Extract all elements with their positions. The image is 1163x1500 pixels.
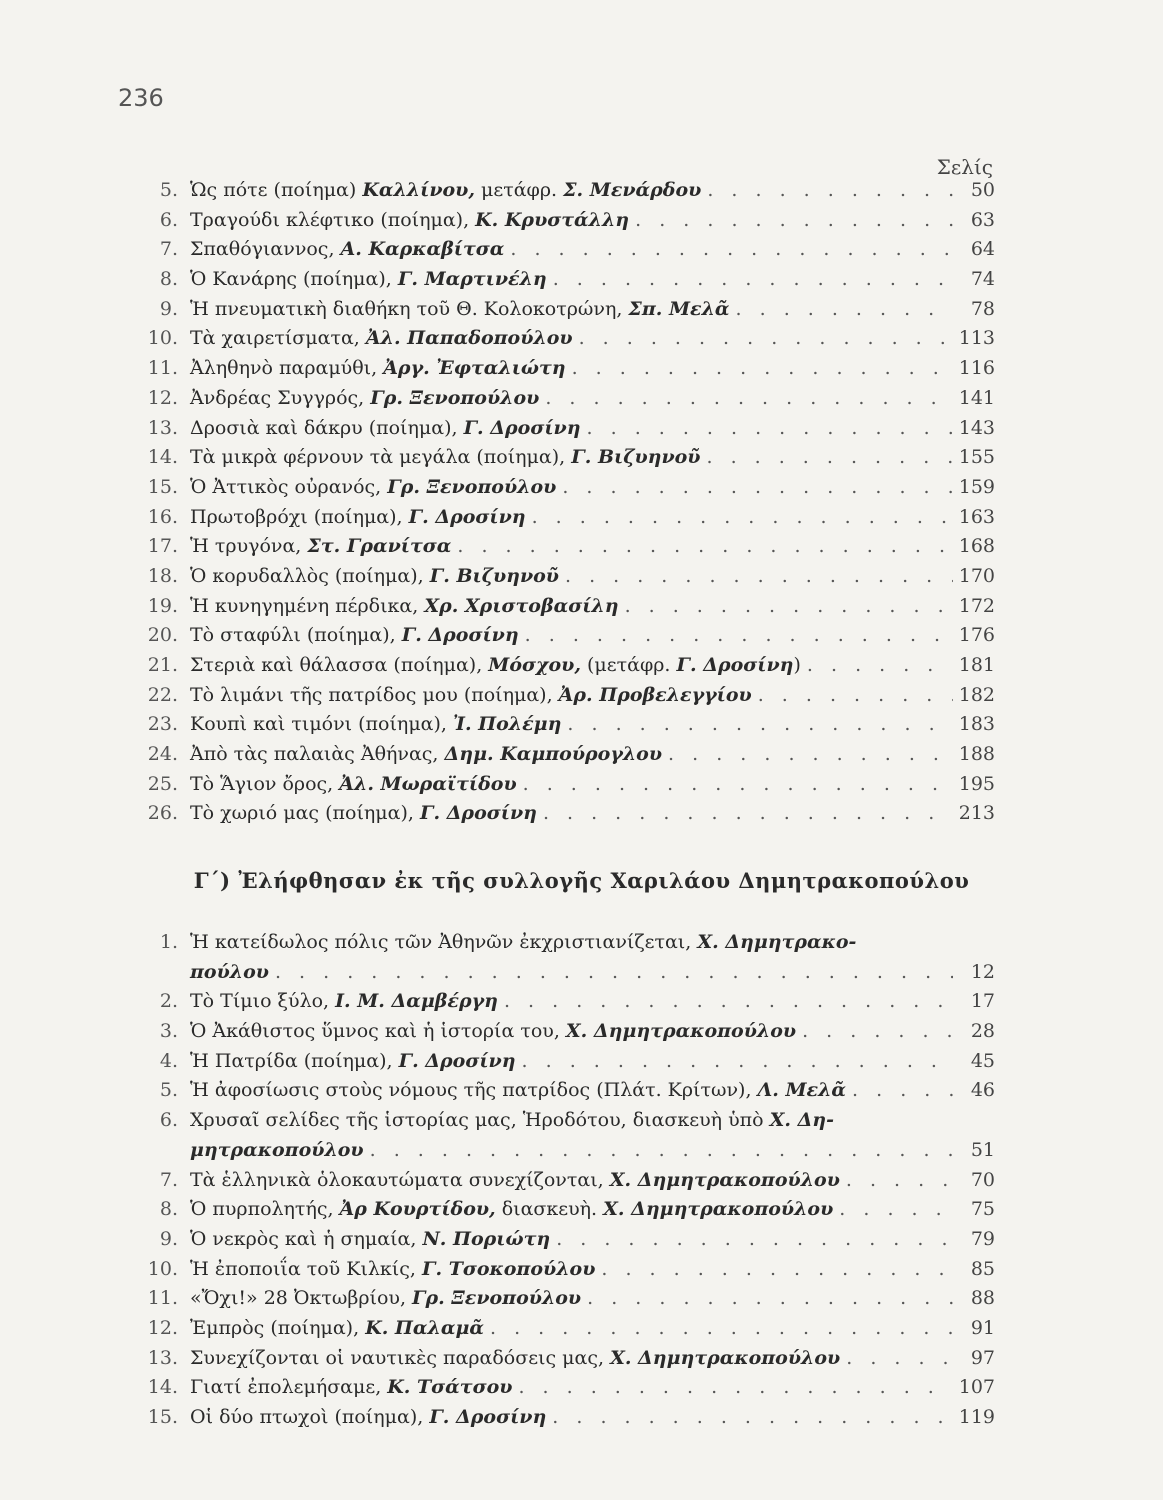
entry-text: Ὁ Κανάρης (ποίημα), <box>190 268 398 291</box>
entry-author: Ι. Μ. Δαμβέργη <box>335 990 498 1013</box>
entry-author: Γρ. Ξενοπούλου <box>387 475 557 498</box>
entry-number: 10. <box>147 1257 178 1280</box>
entry-text: Ὁ κορυδαλλὸς (ποίημα), <box>190 564 430 587</box>
entry-page: 181 <box>958 654 995 676</box>
entry-page: 116 <box>958 357 995 380</box>
entry-number: 15. <box>147 1406 178 1428</box>
page-number: 236 <box>118 84 164 112</box>
entry-author: Καλλίνου, <box>362 179 475 201</box>
toc-entry <box>130 1403 995 1433</box>
dot-leader <box>629 206 953 236</box>
entry-text: Ὁ Ἀττικὸς οὐρανός, <box>190 475 388 498</box>
dot-leader <box>451 532 953 562</box>
entry-author: Γ. Τσοκοπούλου <box>421 1257 596 1280</box>
dot-leader <box>364 1136 953 1166</box>
entry-author: Σπ. Μελᾶ <box>628 297 730 320</box>
dot-leader <box>840 1166 953 1196</box>
entry-page: 78 <box>970 297 995 320</box>
entry-page: 172 <box>958 594 995 617</box>
dot-leader <box>504 235 953 265</box>
dot-leader <box>833 1195 953 1225</box>
entry-title <box>190 1284 581 1314</box>
entry-author: Γ. Βιζυηνοῦ <box>429 564 559 587</box>
entry-text: Πρωτοβρόχι (ποίημα), <box>190 505 409 528</box>
toc-entry <box>130 295 995 325</box>
entry-page: 46 <box>970 1079 995 1102</box>
entry-author: Γ. Βιζυηνοῦ <box>571 446 701 469</box>
entry-title <box>190 770 517 800</box>
dot-leader <box>573 324 953 354</box>
entry-page: 183 <box>958 713 995 736</box>
entry-text: Ἐμπρὸς (ποίημα), <box>190 1316 366 1339</box>
dot-leader <box>484 1314 953 1344</box>
entry-page: 17 <box>970 990 995 1013</box>
entry-number: 23. <box>147 713 178 736</box>
entry-page: 12 <box>970 960 995 983</box>
entry-number: 8. <box>159 268 178 291</box>
column-header: Σελίς <box>936 155 993 179</box>
entry-author: Μόσχου, <box>488 654 581 676</box>
entry-page: 91 <box>970 1316 995 1339</box>
entry-title <box>190 384 539 414</box>
entry-number: 11. <box>147 1287 178 1310</box>
entry-author: Ἀρ Κουρτίδου, <box>339 1198 496 1221</box>
toc-entry-continuation <box>130 1136 995 1166</box>
entry-number: 7. <box>159 1168 178 1191</box>
entry-text: Δροσιὰ καὶ δάκρυ (ποίημα), <box>190 416 464 439</box>
toc-entry <box>130 532 995 562</box>
entry-text: Κουπὶ καὶ τιμόνι (ποίημα), <box>190 713 453 736</box>
toc-entry <box>130 592 995 622</box>
section-title: Γ΄) Ἐλήφθησαν ἐκ τῆς συλλογῆς Χαριλάου Δημητρακοπούλου <box>193 868 970 893</box>
entry-page: 79 <box>970 1227 995 1250</box>
entry-text: Χρυσαῖ σελίδες τῆς ἱστορίας μας, Ἡροδότου, διασκευὴ ὑπὸ <box>190 1109 770 1132</box>
toc-entry <box>130 265 995 295</box>
entry-number: 15. <box>147 475 178 498</box>
toc-entry <box>130 1225 995 1255</box>
entry-number: 14. <box>147 1376 178 1399</box>
entry-number: 22. <box>147 683 178 706</box>
entry-title <box>190 987 498 1017</box>
toc-entry <box>130 1284 995 1314</box>
entry-author: Κ. Παλαμᾶ <box>365 1316 484 1339</box>
dot-leader <box>539 384 953 414</box>
entry-title <box>190 532 451 562</box>
entry-page: 170 <box>958 564 995 587</box>
entry-author: Γ. Δροσίνη <box>463 416 581 439</box>
entry-text: Γιατί ἐπολεμήσαμε, <box>190 1376 388 1399</box>
toc-entry <box>130 651 995 681</box>
entry-title <box>190 681 752 711</box>
entry-author: Κ. Κρυστάλλη <box>475 208 630 231</box>
entry-author: Ἰ. Πολέμη <box>453 713 562 736</box>
entry-number: 24. <box>147 743 178 766</box>
entry-text: Ἡ πνευματικὴ διαθήκη τοῦ Θ. Κολοκοτρώνη, <box>190 297 629 320</box>
entry-page: 159 <box>958 475 995 498</box>
entry-text: Σπαθόγιαννος, <box>190 238 341 261</box>
entry-title <box>190 1344 840 1374</box>
toc-entry <box>130 1047 995 1077</box>
toc-entry <box>130 1195 995 1225</box>
entry-number: 6. <box>159 208 178 231</box>
entry-title <box>190 324 573 354</box>
entry-title <box>190 710 561 740</box>
entry-page: 88 <box>970 1287 995 1310</box>
entry-text: Τὸ Τίμιο ξύλο, <box>190 990 336 1013</box>
dot-leader <box>537 799 953 829</box>
entry-author: Γ. Δροσίνη <box>419 802 537 825</box>
entry-page: 168 <box>958 535 995 558</box>
entry-number: 5. <box>159 179 178 201</box>
toc-list-c <box>130 928 995 1433</box>
dot-leader <box>512 1373 953 1403</box>
entry-title <box>190 621 519 651</box>
entry-number: 17. <box>147 535 178 558</box>
entry-title <box>190 651 801 681</box>
entry-page: 182 <box>958 683 995 706</box>
entry-number: 16. <box>147 505 178 528</box>
toc-entry <box>130 206 995 236</box>
entry-title <box>190 1314 484 1344</box>
entry-author: Α. Καρκαβίτσα <box>340 238 505 261</box>
entry-author: Χ. Δη- <box>769 1109 835 1132</box>
dot-leader <box>517 770 953 800</box>
entry-text: Ἡ Πατρίδα (ποίημα), <box>190 1049 399 1072</box>
entry-title <box>190 1195 833 1225</box>
entry-page: 119 <box>958 1406 995 1428</box>
toc-entry <box>130 799 995 829</box>
entry-number: 10. <box>147 327 178 350</box>
toc-entry <box>130 1017 995 1047</box>
entry-page: 195 <box>958 772 995 795</box>
dot-leader <box>730 295 953 325</box>
dot-leader <box>519 621 953 651</box>
dot-leader <box>561 710 953 740</box>
toc-entry <box>130 1373 995 1403</box>
toc-entry <box>130 1076 995 1106</box>
entry-number: 12. <box>147 1316 178 1339</box>
entry-author: Χρ. Χριστοβασίλη <box>424 594 619 617</box>
entry-text: Ἀπὸ τὰς παλαιὰς Ἀθήνας, <box>190 743 445 766</box>
entry-number: 11. <box>147 357 178 380</box>
dot-leader <box>566 354 953 384</box>
dot-leader <box>581 1284 953 1314</box>
entry-title <box>190 1047 516 1077</box>
entry-author: Ν. Ποριώτη <box>422 1227 551 1250</box>
entry-number: 9. <box>159 1227 178 1250</box>
entry-number: 3. <box>159 1020 178 1043</box>
dot-leader <box>269 958 953 988</box>
entry-title <box>190 265 547 295</box>
dot-leader <box>840 1344 953 1374</box>
entry-title <box>190 443 700 473</box>
entry-text-end: ) <box>793 654 801 676</box>
entry-number: 7. <box>159 238 178 261</box>
entry-text: Τὸ σταφύλι (ποίημα), <box>190 624 402 647</box>
entry-author: Γ. Μαρτινέλη <box>397 268 547 291</box>
entry-number: 19. <box>147 594 178 617</box>
entry-text: «Ὄχι!» 28 Ὀκτωβρίου, <box>190 1287 413 1310</box>
entry-number: 26. <box>147 802 178 825</box>
entry-author: Χ. Δημητρακο- <box>697 931 857 953</box>
entry-author: Κ. Τσάτσου <box>387 1376 513 1399</box>
entry-author-cont: μητρακοπούλου <box>190 1138 364 1161</box>
entry-page: 107 <box>958 1376 995 1399</box>
entry-text: Συνεχίζονται οἱ ναυτικὲς παραδόσεις μας, <box>190 1346 611 1369</box>
toc-entry <box>130 235 995 265</box>
entry-author-2: Χ. Δημητρακοπούλου <box>603 1198 834 1221</box>
entry-page: 113 <box>958 327 995 350</box>
toc-entry <box>130 503 995 533</box>
entry-title <box>190 1106 834 1136</box>
dot-leader <box>595 1255 953 1285</box>
entry-title <box>190 1373 512 1403</box>
dot-leader <box>547 265 953 295</box>
entry-number: 4. <box>159 1049 178 1072</box>
dot-leader <box>701 176 953 206</box>
entry-author: Δημ. Καμπούρογλου <box>444 743 663 766</box>
entry-page: 75 <box>970 1198 995 1221</box>
entry-author: Στ. Γρανίτσα <box>307 535 452 558</box>
entry-title <box>190 206 629 236</box>
entry-author: Γ. Δροσίνη <box>429 1406 547 1428</box>
entry-number: 6. <box>159 1109 178 1132</box>
entry-author: Γρ. Ξενοπούλου <box>412 1287 582 1310</box>
toc-entry <box>130 710 995 740</box>
entry-text: Ὁ πυρπολητής, <box>190 1198 340 1221</box>
dot-leader <box>662 740 953 770</box>
entry-author: Χ. Δημητρακοπούλου <box>565 1020 797 1043</box>
toc-entry-continuation <box>130 958 995 988</box>
entry-title <box>190 176 701 206</box>
dot-leader <box>801 651 953 681</box>
entry-text: Ἡ ἐποποιΐα τοῦ Κιλκίς, <box>190 1257 422 1280</box>
dot-leader <box>581 414 953 444</box>
entry-text-after: μετάφρ. <box>474 179 564 201</box>
toc-list-b <box>130 176 995 829</box>
entry-page: 50 <box>970 179 995 201</box>
dot-leader <box>526 503 953 533</box>
toc-entry <box>130 473 995 503</box>
entry-author: Χ. Δημητρακοπούλου <box>610 1346 841 1369</box>
entry-number: 2. <box>159 990 178 1013</box>
entry-number: 21. <box>147 654 178 676</box>
entry-title <box>190 503 526 533</box>
dot-leader <box>846 1076 953 1106</box>
entry-title <box>190 1017 796 1047</box>
dot-leader <box>498 987 953 1017</box>
entry-text: Ἡ τρυγόνα, <box>190 535 308 558</box>
entry-title <box>190 562 559 592</box>
dot-leader <box>516 1047 953 1077</box>
entry-page: 143 <box>958 416 995 439</box>
entry-title <box>190 928 856 958</box>
toc-entry <box>130 1314 995 1344</box>
entry-page: 176 <box>958 624 995 647</box>
toc-entry <box>130 324 995 354</box>
entry-title <box>190 354 566 384</box>
entry-text: Οἱ δύο πτωχοὶ (ποίημα), <box>190 1406 430 1428</box>
dot-leader <box>556 473 953 503</box>
entry-title <box>190 1076 846 1106</box>
entry-page: 213 <box>958 802 995 825</box>
entry-number: 13. <box>147 1346 178 1369</box>
dot-leader <box>752 681 953 711</box>
entry-page: 188 <box>958 743 995 766</box>
entry-text: Τραγούδι κλέφτικο (ποίημα), <box>190 208 476 231</box>
entry-text-after: (μετάφρ. <box>580 654 677 676</box>
entry-title <box>190 799 537 829</box>
entry-text: Τὰ μικρὰ φέρνουν τὰ μεγάλα (ποίημα), <box>190 446 572 469</box>
entry-author: Ἀργ. Ἐφταλιώτη <box>383 357 566 380</box>
entry-number: 9. <box>159 297 178 320</box>
entry-number: 8. <box>159 1198 178 1221</box>
toc-entry <box>130 443 995 473</box>
dot-leader <box>700 443 953 473</box>
entry-text: Ἀνδρέας Συγγρός, <box>190 386 371 409</box>
toc-entry <box>130 1106 995 1136</box>
entry-text: Ἡ ἀφοσίωσις στοὺς νόμους τῆς πατρίδος (Πλάτ. Κρίτων), <box>190 1079 758 1102</box>
entry-text: Ἀληθηνὸ παραμύθι, <box>190 357 384 380</box>
entry-number: 12. <box>147 386 178 409</box>
entry-page: 97 <box>970 1346 995 1369</box>
entry-title <box>190 235 504 265</box>
toc-entry <box>130 740 995 770</box>
entry-text: Ὁ νεκρὸς καὶ ἡ σημαία, <box>190 1227 423 1250</box>
entry-page: 70 <box>970 1168 995 1191</box>
entry-number: 18. <box>147 564 178 587</box>
entry-title <box>190 592 619 622</box>
toc-entry <box>130 770 995 800</box>
entry-text: Τὸ Ἅγιον ὄρος, <box>190 772 340 795</box>
entry-author: Ἀλ. Παπαδοπούλου <box>365 327 573 350</box>
dot-leader <box>619 592 953 622</box>
toc-entry <box>130 681 995 711</box>
entry-author: Χ. Δημητρακοπούλου <box>609 1168 840 1191</box>
entry-title <box>190 295 730 325</box>
toc-entry <box>130 354 995 384</box>
entry-title <box>190 1225 550 1255</box>
entry-text: Τὰ ἑλληνικὰ ὁλοκαυτώματα συνεχίζονται, <box>190 1168 610 1191</box>
entry-number: 14. <box>147 446 178 469</box>
entry-text: Ἡ κατείδωλος πόλις τῶν Ἀθηνῶν ἐκχριστιανίζεται, <box>190 931 698 953</box>
entry-text-after: διασκευὴ. <box>495 1198 604 1221</box>
entry-page: 28 <box>970 1020 995 1043</box>
entry-title <box>190 1403 546 1433</box>
entry-text: Ἡ κυνηγημένη πέρδικα, <box>190 594 425 617</box>
entry-author: Γ. Δροσίνη <box>408 505 526 528</box>
entry-text: Ὡς πότε (ποίημα) <box>190 179 363 201</box>
dot-leader <box>546 1403 953 1433</box>
entry-text: Στεριὰ καὶ θάλασσα (ποίημα), <box>190 654 489 676</box>
toc-entry <box>130 621 995 651</box>
toc-entry <box>130 1166 995 1196</box>
entry-author: Γ. Δροσίνη <box>398 1049 516 1072</box>
toc-entry <box>130 562 995 592</box>
toc-entry <box>130 1255 995 1285</box>
entry-author: Γρ. Ξενοπούλου <box>370 386 540 409</box>
entry-author: Γ. Δροσίνη <box>401 624 519 647</box>
entry-page: 163 <box>958 505 995 528</box>
dot-leader <box>559 562 953 592</box>
entry-page: 45 <box>970 1049 995 1072</box>
entry-page: 63 <box>970 208 995 231</box>
entry-page: 141 <box>958 386 995 409</box>
entry-text: Τὰ χαιρετίσματα, <box>190 327 366 350</box>
entry-page: 51 <box>970 1138 995 1161</box>
entry-text: Τὸ λιμάνι τῆς πατρίδος μου (ποίημα), <box>190 683 559 706</box>
toc-entry <box>130 414 995 444</box>
entry-author: Ἀρ. Προβελεγγίου <box>558 683 752 706</box>
dot-leader <box>550 1225 953 1255</box>
entry-title <box>190 1166 840 1196</box>
toc-entry <box>130 1344 995 1374</box>
toc-entry <box>130 987 995 1017</box>
entry-author: Ἀλ. Μωραϊτίδου <box>339 772 517 795</box>
entry-author-2: Σ. Μενάρδου <box>563 179 702 201</box>
entry-page: 155 <box>958 446 995 469</box>
entry-page: 74 <box>970 268 995 291</box>
toc-entry <box>130 176 995 206</box>
entry-page: 85 <box>970 1257 995 1280</box>
entry-author-2: Γ. Δροσίνη <box>676 654 794 676</box>
entry-number: 5. <box>159 1079 178 1102</box>
toc-entry <box>130 928 995 958</box>
entry-title <box>190 414 581 444</box>
entry-title <box>190 1255 595 1285</box>
entry-page: 64 <box>970 238 995 261</box>
entry-number: 1. <box>159 931 178 953</box>
entry-author: Λ. Μελᾶ <box>757 1079 847 1102</box>
entry-title <box>190 473 556 503</box>
entry-number: 20. <box>147 624 178 647</box>
dot-leader <box>796 1017 953 1047</box>
entry-number: 13. <box>147 416 178 439</box>
entry-author-cont: πούλου <box>190 960 269 983</box>
entry-text: Ὁ Ἀκάθιστος ὕμνος καὶ ἡ ἱστορία του, <box>190 1020 566 1043</box>
entry-number: 25. <box>147 772 178 795</box>
toc-entry <box>130 384 995 414</box>
entry-text: Τὸ χωριό μας (ποίημα), <box>190 802 420 825</box>
entry-title <box>190 740 662 770</box>
